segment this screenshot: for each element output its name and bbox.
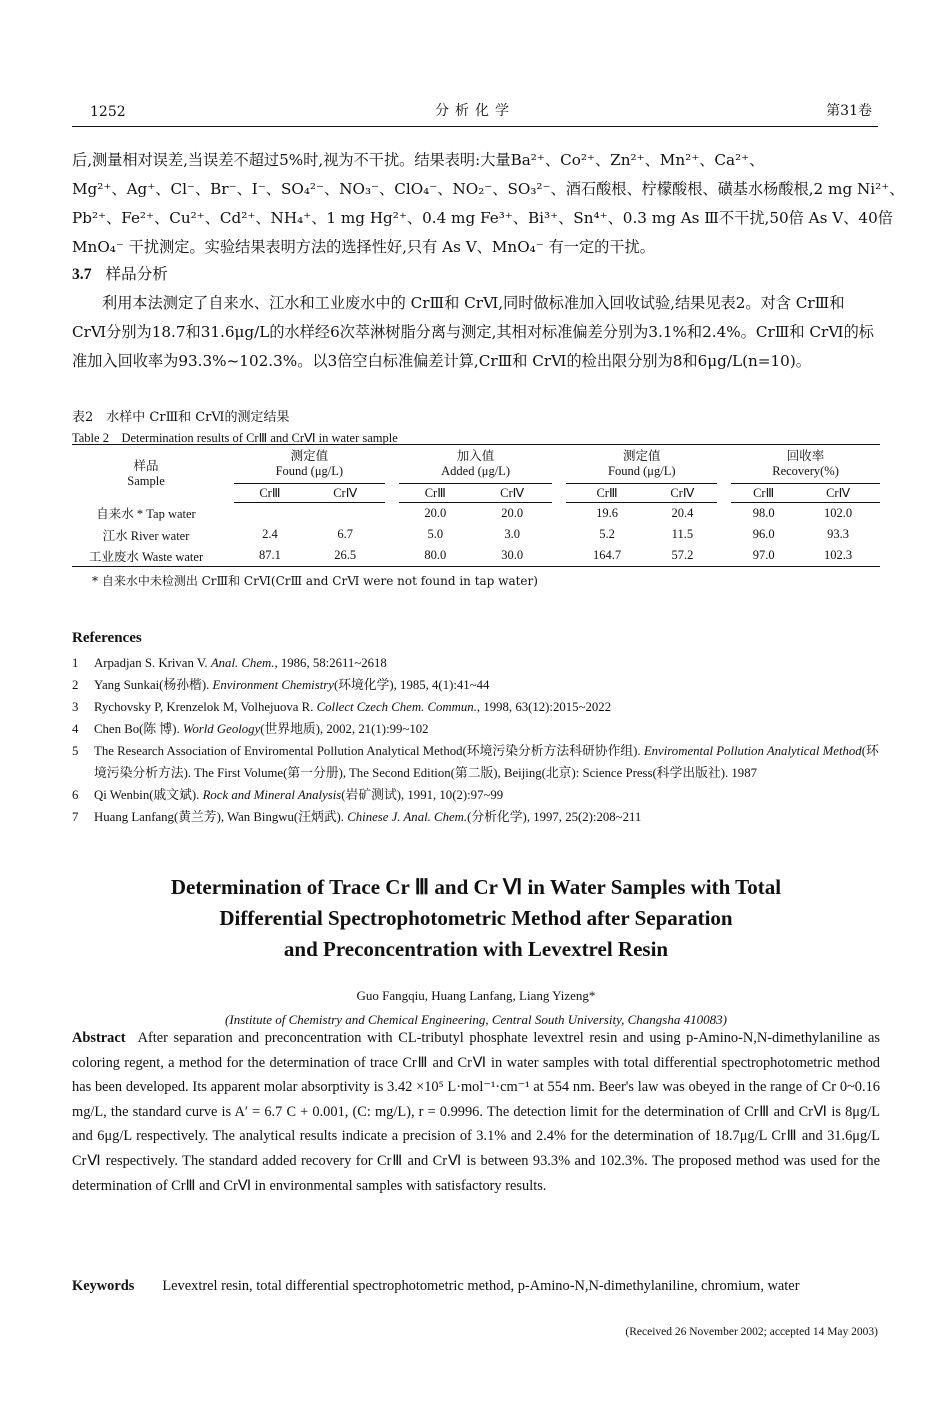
abstract-label: Abstract (72, 1030, 126, 1046)
cell: 3.0 (504, 527, 520, 541)
ref-number: 1 (72, 656, 79, 670)
ref-authors: Chen Bo(陈 博). (94, 722, 183, 736)
cell: 96.0 (752, 527, 775, 541)
ref-number: 2 (72, 678, 79, 692)
ref-rest: , 1998, 63(12):2015~2022 (476, 700, 612, 714)
interference-ions: Ba²⁺、Co²⁺、Zn²⁺、Mn²⁺、Ca²⁺、 (510, 151, 765, 169)
reference-item (72, 806, 882, 828)
keywords-label: Keywords (72, 1278, 135, 1294)
cell: 6.7 (337, 527, 354, 541)
journal-name: 分析化学 (435, 103, 515, 119)
english-title-line: and Preconcentration with Levextrel Resin (283, 937, 669, 961)
keywords-text: Levextrel resin, total differential spectrophotometric method, p-Amino-N,N-dimethylaniline, chromium, water (162, 1278, 800, 1294)
ref-number: 6 (72, 788, 79, 802)
col-sample-en: Sample (127, 473, 165, 488)
sub-header-cr3: CrⅢ (731, 484, 796, 503)
interference-line3: Pb²⁺、Fe²⁺、Cu²⁺、Cd²⁺、NH₄⁺、1 mg Hg²⁺、0.4 mg Fe³⁺、Bi³⁺、Sn⁴⁺、0.3 mg As Ⅲ不干扰,50倍 As Ⅴ、40倍 (72, 209, 893, 227)
group-cn: 测定值 (290, 449, 329, 463)
sub-header-cr3: CrⅢ (566, 484, 647, 503)
cell: 20.4 (671, 506, 694, 520)
sub-header-cr4: CrⅣ (306, 484, 385, 503)
cell: 19.6 (596, 506, 618, 520)
references-list (72, 652, 882, 828)
cell: 164.7 (566, 545, 647, 567)
english-abstract (72, 1026, 880, 1198)
cell (234, 503, 306, 525)
ref-number: 5 (72, 744, 79, 758)
ref-journal: Chinese J. Anal. Chem. (347, 810, 468, 824)
english-title-line: Differential Spectrophotometric Method after Separation (219, 906, 733, 930)
ref-rest: (环境污染分析方法). The First Volume(第一分册), The Second Edition(第二版), Beijing(北京): Science Press(科学出版社). 1987 (94, 744, 879, 780)
volume-label: 第31卷 (826, 103, 872, 119)
group-en: Recovery(%) (772, 464, 839, 478)
cell: 30.0 (472, 545, 553, 567)
row-sample: 自来水 * Tap water (96, 507, 196, 522)
received-date: (Received 26 November 2002; accepted 14 May 2003) (625, 1326, 878, 1338)
group-header-recovery (731, 445, 880, 484)
cell: 11.5 (671, 527, 694, 541)
ref-authors: Huang Lanfang(黄兰芳), Wan Bingwu(汪炳武). (94, 810, 348, 824)
cell: 80.0 (399, 545, 472, 567)
abstract-text: After separation and preconcentration with CL-tributyl phosphate levextrel resin and using p-Amino-N,N-dimethylaniline as coloring regent, a method for the determination of trace CrⅢ and CrⅥ in water samples with total differential spectrophotometric method has been developed. Its apparent molar absorptivity is 3.42 ×10⁵ L·mol⁻¹·cm⁻¹ at 554 nm. Beer's law was obeyed in the range of Cr 0~0.16 mg/L, the standard curve is A′ = 6.7 C + 0.001, (C: mg/L), r = 0.9996. The detection limit for the determination of CrⅢ and CrⅥ is 8μg/L and 6μg/L respectively. The analytical results indicate a precision of 3.1% and 2.4% for the determination of 18.7μg/L CrⅢ and 31.6μg/L CrⅥ respectively. The standard added recovery for CrⅢ and CrⅥ is between 93.3% and 102.3%. The proposed method was used for the determination of CrⅢ and CrⅥ in environmental samples with satisfactory results. (72, 1030, 880, 1194)
interference-line2: Mg²⁺、Ag⁺、Cl⁻、Br⁻、I⁻、SO₄²⁻、NO₃⁻、ClO₄⁻、NO₂⁻、SO₃²⁻、酒石酸根、柠檬酸根、磺基水杨酸根,2 mg Ni²⁺、 (72, 180, 905, 198)
table-caption-en: Table 2 Determination results of CrⅢ and CrⅥ in water sample (72, 431, 398, 445)
ref-rest: (环境化学), 1985, 4(1):41~44 (333, 678, 490, 692)
cell: 98.0 (752, 506, 775, 520)
cell: 20.0 (501, 506, 524, 520)
english-title (72, 872, 880, 965)
table-row (72, 503, 880, 525)
ref-authors: Rychovsky P, Krenzelok M, Volhejuova R. (94, 700, 317, 714)
cell: 26.5 (306, 545, 385, 567)
reference-item (72, 674, 882, 696)
ref-number: 7 (72, 810, 79, 824)
section-title: 样品分析 (105, 265, 168, 283)
interference-line4: MnO₄⁻ 干扰测定。实验结果表明方法的选择性好,只有 As Ⅴ、MnO₄⁻ 有一定的干扰。 (72, 238, 655, 256)
group-header-found-1 (234, 445, 385, 484)
cell (306, 503, 385, 525)
cell: 87.1 (234, 545, 306, 567)
group-cn: 加入值 (456, 449, 495, 463)
header-rule (72, 126, 878, 127)
ref-journal: Collect Czech Chem. Commun. (316, 700, 477, 714)
table-row (72, 545, 880, 567)
reference-item (72, 652, 882, 674)
ref-authors: Qi Wenbin(戚文斌). (94, 788, 203, 802)
sub-header-cr4: CrⅣ (472, 484, 553, 503)
sub-header-cr3: CrⅢ (234, 484, 306, 503)
group-en: Added (μg/L) (441, 464, 510, 478)
cell: 20.0 (424, 506, 447, 520)
row-sample: 工业废水 Waste water (72, 545, 220, 567)
group-cn: 回收率 (786, 449, 825, 463)
ref-journal: Environment Chemistry (212, 678, 334, 692)
ref-journal: Rock and Mineral Analysis (202, 788, 342, 802)
cell: 93.3 (827, 527, 850, 541)
section-heading (72, 262, 168, 284)
table-footnote: * 自来水中未检测出 CrⅢ和 CrⅥ(CrⅢ and CrⅥ were not found in tap water) (92, 574, 538, 588)
sample-analysis-text: 利用本法测定了自来水、江水和工业废水中的 CrⅢ和 CrⅥ,同时做标准加入回收试验,结果见表2。对含 CrⅢ和 CrⅥ分别为18.7和31.6μg/L的水样经6次萃淋树脂分离与测定,其相对标准偏差分别为3.1%和2.4%。CrⅢ和 CrⅥ的标准加入回收率为93.3%~102.3%。以3倍空白标准偏差计算,CrⅢ和 CrⅥ的检出限分别为8和6μg/L(n=10)。 (72, 294, 874, 370)
sample-analysis-paragraph (72, 289, 880, 376)
sub-header-cr4: CrⅣ (796, 484, 880, 503)
ref-rest: (分析化学), 1997, 25(2):208~211 (467, 810, 642, 824)
group-cn: 测定值 (623, 449, 661, 463)
ref-authors: Yang Sunkai(杨孙楷). (94, 678, 213, 692)
cell: 97.0 (731, 545, 796, 567)
section-number: 3.7 (72, 266, 92, 283)
ref-journal: World Geology (182, 722, 261, 736)
group-header-found-2 (566, 445, 717, 484)
table-caption-cn: 表2 水样中 CrⅢ和 CrⅥ的测定结果 (72, 410, 290, 425)
affiliation-text: (Institute of Chemistry and Chemical Engineering, Central South University, Changsha 410083) (225, 1012, 727, 1027)
cell: 57.2 (648, 545, 717, 567)
col-sample-cn: 样品 (133, 458, 159, 473)
cell: 5.2 (599, 527, 615, 541)
group-header-added (399, 445, 553, 484)
ref-rest: (世界地质), 2002, 21(1):99~102 (260, 722, 429, 736)
ref-authors: Arpadjan S. Krivan V. (94, 656, 211, 670)
cell: 102.0 (824, 506, 853, 520)
english-title-line: Determination of Trace Cr Ⅲ and Cr Ⅵ in Water Samples with Total (170, 875, 782, 899)
cell: 2.4 (262, 527, 278, 541)
ref-number: 3 (72, 700, 79, 714)
table-row (72, 524, 880, 545)
ref-authors: The Research Association of Enviromental Pollution Analytical Method(环境污染分析方法科研协作组). (94, 744, 644, 758)
row-sample: 江水 River water (102, 528, 190, 543)
sub-header-cr4: CrⅣ (648, 484, 717, 503)
interference-paragraph (72, 146, 905, 262)
group-en: Found (μg/L) (275, 464, 344, 478)
cell: 102.3 (796, 545, 880, 567)
ref-journal: Anal. Chem. (210, 656, 275, 670)
group-en: Found (μg/L) (608, 464, 676, 478)
interference-line1: 后,测量相对误差,当误差不超过5%时,视为不干扰。结果表明:大量 (72, 151, 511, 169)
results-table (72, 444, 880, 567)
ref-number: 4 (72, 722, 79, 736)
reference-item (72, 740, 882, 784)
running-header (72, 98, 878, 120)
page-number: 1252 (90, 104, 126, 120)
sub-header-cr3: CrⅢ (399, 484, 472, 503)
reference-item (72, 784, 882, 806)
references-title: References (72, 630, 142, 646)
english-authors: Guo Fangqiu, Huang Lanfang, Liang Yizeng* (356, 988, 596, 1003)
reference-item (72, 718, 882, 740)
english-keywords (72, 1274, 880, 1299)
ref-journal: Enviromental Pollution Analytical Method (643, 744, 862, 758)
col-sample-header (72, 445, 220, 503)
reference-item (72, 696, 882, 718)
cell: 5.0 (427, 527, 444, 541)
ref-rest: (岩矿测试), 1991, 10(2):97~99 (341, 788, 504, 802)
ref-rest: , 1986, 58:2611~2618 (274, 656, 387, 670)
